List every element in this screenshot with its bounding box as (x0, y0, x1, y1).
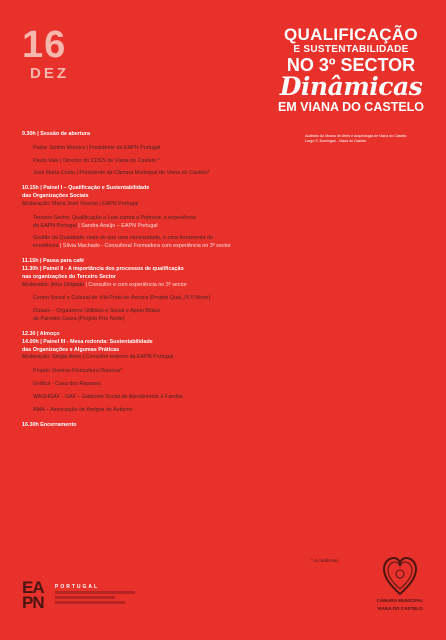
date-day: 16 (22, 24, 67, 66)
program-item (33, 381, 322, 389)
event-title (276, 26, 426, 114)
eapn-portugal-logo (22, 580, 142, 620)
program-item (33, 394, 322, 402)
date-month: DEZ (30, 65, 69, 82)
program-text: Gestão da Qualidade: mais do que uma necessidade, é uma ferramenta de (33, 235, 214, 242)
program-text: nas organizações do Terceiro Sector (22, 273, 116, 280)
program-section (22, 193, 322, 201)
program-text: da EAPN Portugal (33, 222, 77, 229)
program-item (33, 407, 322, 415)
program-section (22, 339, 322, 347)
program-text: Projeto Viveiros Floricultura Dianova* (33, 368, 123, 375)
confirmation-note: * a confirmar (311, 559, 339, 564)
eapn-logo-bar (55, 596, 115, 599)
program-text: Terceiro Sector, Qualificação e Luta contra a Pobreza: a experiência (33, 214, 196, 221)
program-text: 11.15h | Pausa para café (22, 258, 85, 265)
program-subtext: | Sílvia Machado - Consultora/ Formadora com experiência no 3º sector (58, 243, 231, 250)
program-section (22, 185, 322, 193)
program-text: Padre Jardim Moreira | Presidente da EAPN Portugal (33, 144, 161, 151)
cmv-name-line-1: CÂMARA MUNICIPAL (376, 598, 424, 603)
program-text: de Paredes Coura (Projeto Prio Norte) (33, 316, 125, 323)
viana-heart-emblem-icon (383, 556, 417, 596)
event-venue (305, 134, 435, 144)
program-item (33, 170, 322, 178)
program-section (22, 258, 322, 266)
title-line-4: Dinâmicas (279, 72, 423, 101)
program-text: 9.30h | Sessão de abertura (22, 131, 91, 137)
program-subtext: | Consultor e com experiência no 3º sector (84, 281, 187, 288)
title-line-5: EM VIANA DO CASTELO (277, 100, 425, 114)
camara-municipal-logo (360, 556, 440, 611)
program-text: Moderação: Sérgio Aires | Consultor externo da EAPN Portugal (22, 354, 174, 361)
program-item (33, 295, 322, 303)
program-item (33, 158, 322, 166)
program-moderator (22, 354, 322, 362)
program-moderator (22, 201, 322, 209)
program-text: Moderador: Artur Delgado (22, 281, 85, 288)
program-text: Paulo Vale | Director do CDSS de Viana do Castelo * (33, 157, 160, 164)
program-text: 14.00h | Painel III - Mesa redonda: Sustentabilidade (22, 338, 153, 345)
program-section (22, 131, 322, 139)
program-text: AMA – Associação de Amigos do Autismo (33, 406, 133, 413)
program-text: das Organizações Sociais (22, 193, 89, 200)
program-text: José Maria Costa | Presidente da Câmara Municipal de Viana do Castelo* (33, 170, 210, 177)
program-section (22, 274, 322, 282)
eapn-logo-text: PORTUGAL (55, 584, 100, 590)
title-line-2: E SUSTENTABILIDADE (293, 44, 409, 55)
program-section (22, 266, 322, 274)
program-text: Ousam – Organismo Utilitário e Social e Apoio Mútuo (33, 308, 161, 315)
eapn-mark-top: EA (22, 578, 44, 597)
program-section (22, 347, 322, 355)
program-text: 12.30 | Almoço (22, 330, 60, 337)
eapn-mark-bottom: PN (22, 593, 44, 613)
program-item (33, 145, 322, 153)
program-text: WASHGAF - GAF – Gabinete Social de Atendimento à Família (33, 393, 183, 400)
program-text: Centro Social e Cultural de Vila Praia de Âncora (Projeto Qual_IS II Norte) (33, 295, 211, 302)
program-item (33, 215, 322, 223)
cmv-name-line-2: VIANA DO CASTELO (377, 605, 423, 611)
eapn-logo-mark (22, 580, 44, 611)
program-section (22, 331, 322, 339)
program-text: 16.30h Encerramento (22, 421, 77, 428)
program-text: Moderação: Maria José Vicente | EAPN Portugal (22, 200, 139, 207)
venue-line-1: Auditório do Museu de Artes e Arqueologia de Viana do Castelo (305, 134, 407, 138)
program-list (22, 131, 322, 429)
event-date (22, 26, 69, 81)
program-text: 11.30h | Painel II - A importância dos processos de qualificação (22, 265, 184, 272)
program-item (33, 243, 322, 251)
program-moderator (22, 282, 322, 290)
program-text: 10.15h | Painel I – Qualificação e Sustentabilidade (22, 185, 150, 192)
program-text: excelência (33, 243, 59, 250)
venue-line-2: Largo S. Domingos - Viana do Castelo (305, 138, 367, 143)
program-item (33, 308, 322, 316)
program-text: Gráfica - Casa dos Rapazes (33, 381, 101, 388)
eapn-logo-bar (55, 591, 135, 594)
program-subtext: | Sandra Araújo – EAPN Portugal (76, 222, 158, 229)
program-item (33, 316, 322, 324)
title-line-1: QUALIFICAÇÃO (284, 25, 418, 44)
program-item (33, 235, 322, 243)
program-text: das Organizações e Algumas Práticas (22, 346, 120, 353)
title-line-3: NO 3º SECTOR (286, 55, 416, 75)
program-section (22, 422, 322, 430)
program-item (33, 368, 322, 376)
program-item (33, 223, 322, 231)
eapn-logo-bar (55, 601, 125, 604)
